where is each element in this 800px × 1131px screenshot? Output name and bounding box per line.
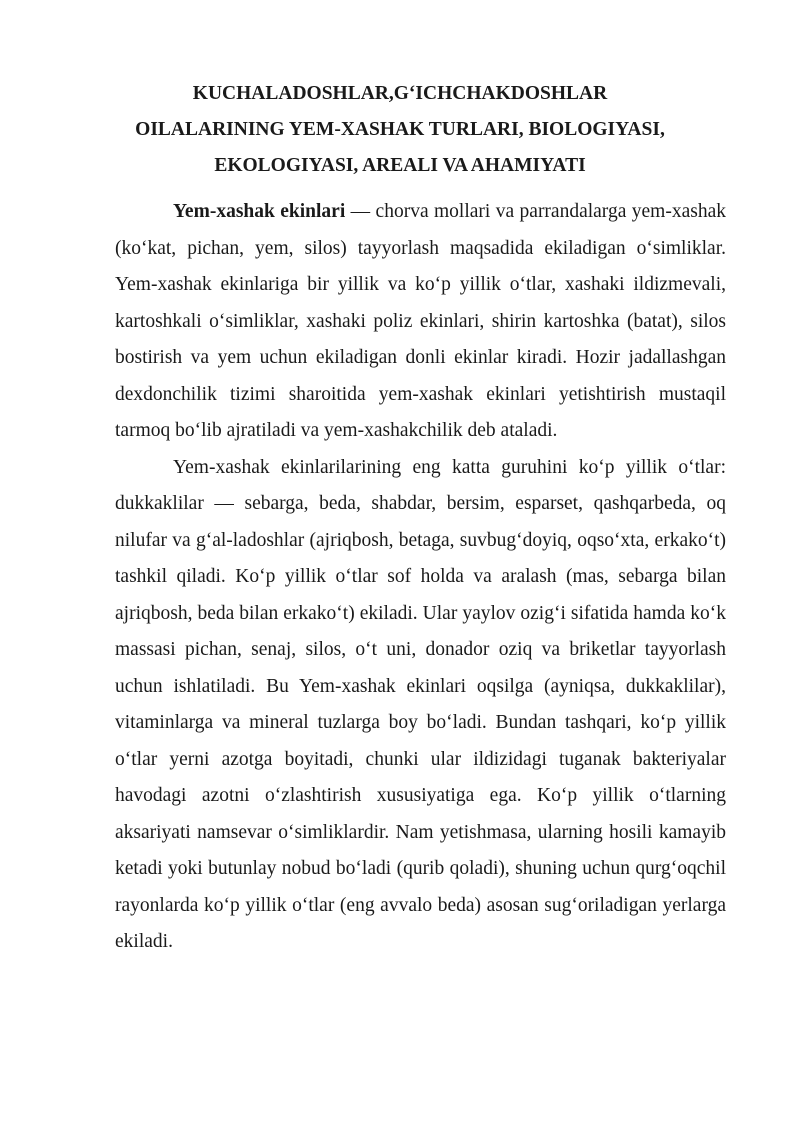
paragraph-1 <box>115 194 726 450</box>
title-line-3: EKOLOGIYASI, AREALI VA AHAMIYATI <box>214 155 586 176</box>
title-line-1: KUCHALADOSHLAR,G‘ICHCHAKDOSHLAR <box>192 83 608 104</box>
paragraph-1-text: — chorva mollari va parrandalarga yem-xashak (ko‘kat, pichan, yem, silos) tayyorlash maqsadida ekiladigan o‘simliklar. Yem-xashak ekinlariga bir yillik va ko‘p yillik o‘tlar, xashaki ildizmevali, kartoshkali o‘simliklar, xashaki poliz ekinlari, shirin kartoshka (batat), silos bostirish va yem uchun ekiladigan donli ekinlar kiradi. Hozir jadallashgan dexdonchilik tizimi sharoitida yem-xashak ekinlari yetishtirish mustaqil tarmoq bo‘lib ajratiladi va yem-xashakchilik deb ataladi. <box>115 201 726 441</box>
paragraph-2: Yem-xashak ekinlarilarining eng katta guruhini ko‘p yillik o‘tlar: dukkaklilar — sebarga, beda, shabdar, bersim, esparset, qashqarbeda, oq nilufar va g‘al-ladoshlar (ajriqbosh, betaga, suvbug‘doyiq, oqso‘xta, erkako‘t) tashkil qiladi. Ko‘p yillik o‘tlar sof holda va aralash (mas, sebarga bilan ajriqbosh, beda bilan erkako‘t) ekiladi. Ular yaylov ozig‘i sifatida hamda ko‘k massasi pichan, senaj, silos, o‘t uni, donador oziq va briketlar tayyorlash uchun ishlatiladi. Bu Yem-xashak ekinlari oqsilga (ayniqsa, dukkaklilar), vitaminlarga va mineral tuzlarga boy bo‘ladi. Bundan tashqari, ko‘p yillik o‘tlar yerni azotga boyitadi, chunki ular ildizidagi tuganak bakteriyalar havodagi azotni o‘zlashtirish xususiyatiga ega. Ko‘p yillik o‘tlarning aksariyati namsevar o‘simliklardir. Nam yetishmasa, ularning hosili kamayib ketadi yoki butunlay nobud bo‘ladi (qurib qoladi), shuning uchun qurg‘oqchil rayonlarda ko‘p yillik o‘tlar (eng avvalo beda) asosan sug‘oriladigan yerlarga ekiladi. <box>115 456 726 952</box>
document-title <box>100 76 700 184</box>
paragraph-1-term: Yem-xashak ekinlari <box>173 201 346 222</box>
document-body <box>115 194 726 961</box>
title-line-2: OILALARINING YEM-XASHAK TURLARI, BIOLOGIYASI, <box>135 119 665 140</box>
